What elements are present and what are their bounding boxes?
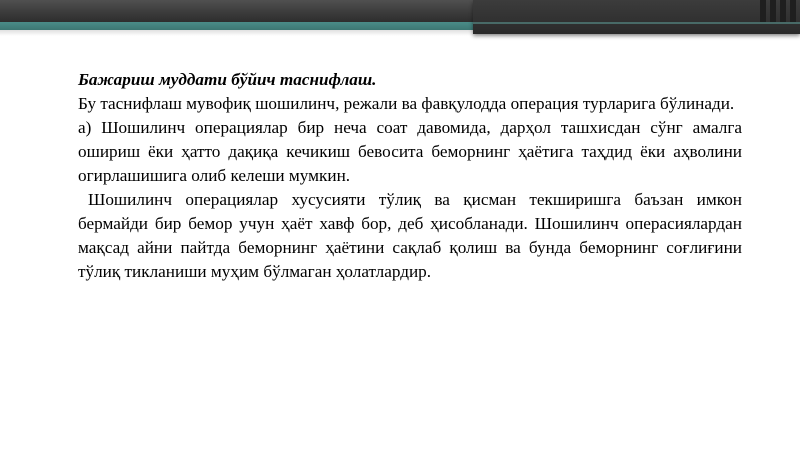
decorative-bar	[770, 0, 776, 22]
decorative-bar	[760, 0, 766, 22]
slide-body	[78, 68, 742, 284]
paragraph-features: Шошилинч операциялар хусусияти тўлиқ ва қисман текширишга баъзан имкон бермайди бир бемор учун ҳаёт хавф бор, деб ҳисобланади. Шошилинч операсиялардан мақсад айни пайтда беморнинг ҳаётини сақлаб қолиш ва бунда беморнинг соғлиғини тўлиқ тикланиши муҳим бўлмаган ҳолатлардир.	[78, 190, 742, 281]
decorative-bar	[780, 0, 786, 22]
panel-highlight	[473, 22, 800, 24]
section-heading: Бажариш муддати бўйич таснифлаш.	[78, 70, 377, 89]
paragraph-emergency: а) Шошилинч операциялар бир неча соат давомида, дарҳол ташхисдан сўнг амалга ошириш ёки ҳатто дақиқа кечикиш бевосита беморнинг ҳаётига таҳдид ёки аҳволини огирлашишига олиб келеши мумкин.	[78, 118, 742, 185]
paragraph-intro: Бу таснифлаш мувофиқ шошилинч, режали ва фавқулодда операция турларига бўлинади.	[78, 94, 735, 113]
decorative-bar	[790, 0, 796, 22]
header-panel	[473, 0, 800, 34]
